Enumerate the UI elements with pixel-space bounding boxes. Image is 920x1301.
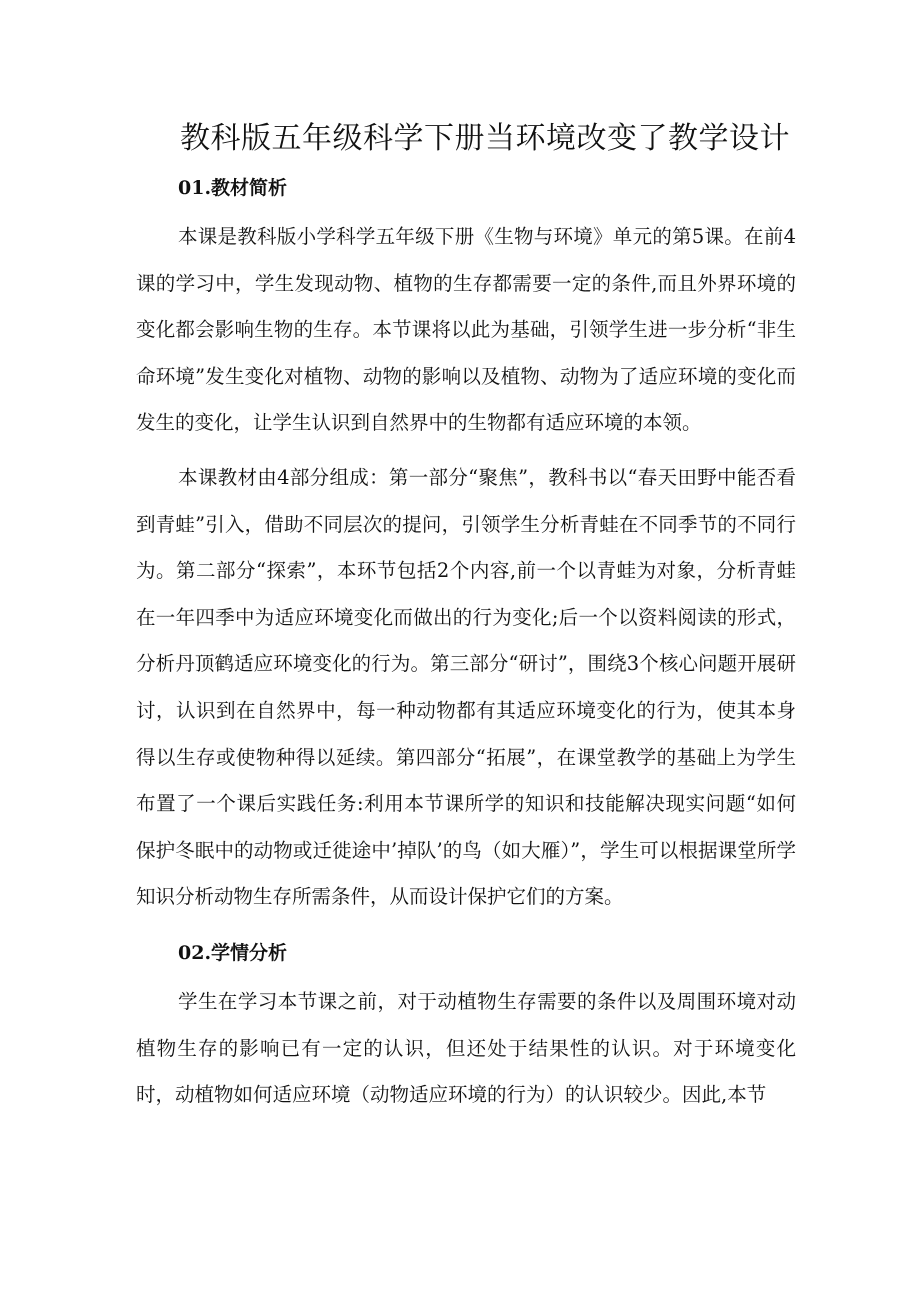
paragraph-textbook-structure: 本课教材由4部分组成：第一部分“聚焦”，教科书以“春天田野中能否看到青蛙”引入，借助不同层次的提问，引领学生分析青蛙在不同季节的不同行为。第二部分“探索”，本环节包括2个内容,前一个以青蛙为对象，分析青蛙在一年四季中为适应环境变化而做出的行为变化;后一个以资料阅读的形式，分析丹顶鹤适应环境变化的行为。第三部分“研讨”，围绕3个核心问题开展研讨，认识到在自然界中，每一种动物都有其适应环境变化的行为，使其本身得以生存或使物种得以延续。第四部分“拓展”，在课堂教学的基础上为学生布置了一个课后实践任务:利用本节课所学的知识和技能解决现实问题“如何保护冬眠中的动物或迁徙途中’掉队’的鸟（如大雁）”，学生可以根据课堂所学知识分析动物生存所需条件，从而设计保护它们的方案。: [136, 465, 796, 909]
section-heading-learner-analysis: 02.学情分析: [178, 941, 288, 964]
paragraph-lesson-overview: 本课是教科版小学科学五年级下册《生物与环境》单元的第5课。在前4课的学习中，学生发现动物、植物的生存都需要一定的条件,而且外界环境的变化都会影响生物的生存。本节课将以此为基础，引领学生进一步分析“非生命环境”发生变化对植物、动物的影响以及植物、动物为了适应环境的变化而发生的变化，让学生认识到自然界中的生物都有适应环境的本领。: [136, 225, 796, 435]
section-heading-textbook-analysis: 01.教材简析: [178, 177, 288, 199]
paragraph-learner-analysis: 学生在学习本节课之前，对于动植物生存需要的条件以及周围环境对动植物生存的影响已有一定的认识，但还处于结果性的认识。对于环境变化时，动植物如何适应环境（动物适应环境的行为）的认识较少。因此,本节: [136, 989, 796, 1107]
document-title: 教科版五年级科学下册当环境改变了教学设计: [180, 121, 790, 156]
